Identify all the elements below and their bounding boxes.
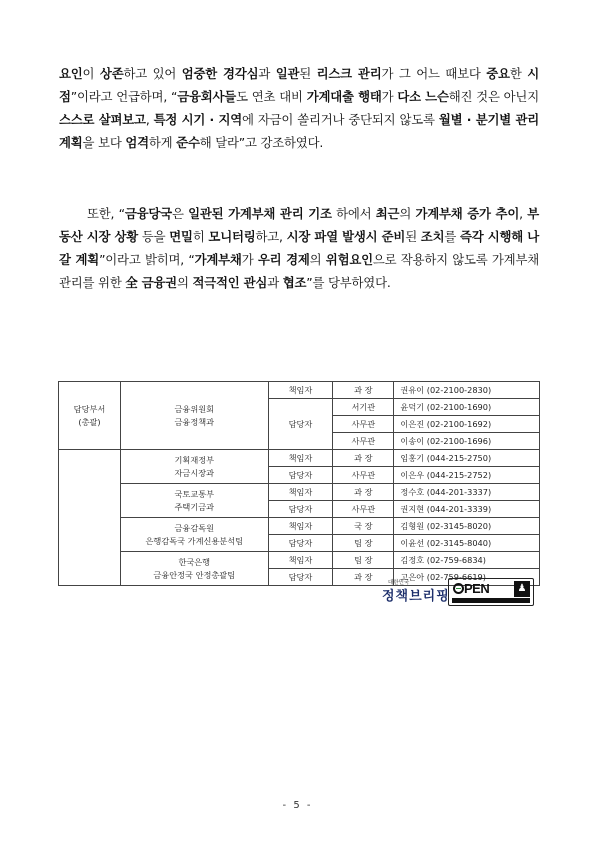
logo-big-text: 정책브리핑 xyxy=(382,589,450,604)
name-phone-cell: 권지현 (044-201-3339) xyxy=(394,501,540,518)
title-cell: 과 장 xyxy=(333,450,394,467)
table-row xyxy=(59,484,540,501)
text: 하고, xyxy=(255,229,287,244)
title-cell: 사무관 xyxy=(333,467,394,484)
org-name: 금융감독원 xyxy=(174,522,215,533)
footer-logos xyxy=(382,578,542,608)
role-cell: 담당자 xyxy=(268,569,333,586)
text-bold: 조치 xyxy=(420,229,445,244)
org-division: 주택기금과 xyxy=(174,501,215,512)
role-cell: 책임자 xyxy=(268,484,333,501)
role-cell: 담당자 xyxy=(268,467,333,484)
text: 된 xyxy=(405,229,421,244)
dept-label-cell xyxy=(59,382,121,450)
name-phone-cell: 김정호 (02-759-6834) xyxy=(394,552,540,569)
org-division: 은행감독국 가계신용분석팀 xyxy=(145,535,244,546)
name-phone-cell: 이송이 (02-2100-1696) xyxy=(394,433,540,450)
text-bold: 시점 xyxy=(59,66,539,104)
text: 히 xyxy=(192,229,209,244)
title-cell: 국 장 xyxy=(333,518,394,535)
text: 또한, “ xyxy=(87,206,125,221)
table-row xyxy=(59,518,540,535)
org-cell xyxy=(120,552,268,586)
text-bold: 최근 xyxy=(375,206,400,221)
logo-small-text: 대한민국 xyxy=(388,580,410,586)
org-name: 금융위원회 xyxy=(174,403,215,414)
org-name: 한국은행 xyxy=(178,556,211,567)
org-name: 기획재정부 xyxy=(174,454,215,465)
text-bold: 全 금융권 xyxy=(125,275,177,290)
org-cell xyxy=(120,450,268,484)
name-phone-cell: 이은우 (044-215-2752) xyxy=(394,467,540,484)
text: 과 xyxy=(267,275,283,290)
role-cell: 책임자 xyxy=(268,382,333,399)
org-name: 국토교통부 xyxy=(174,488,215,499)
text: 등을 xyxy=(138,229,170,244)
text-bold: 즉각 시행해 나갈 계획 xyxy=(59,229,539,267)
table-row xyxy=(59,450,540,467)
role-cell: 담당자 xyxy=(268,535,333,552)
title-cell: 사무관 xyxy=(333,416,394,433)
text-bold: 스스로 살펴보고 xyxy=(59,112,146,127)
text: 한 xyxy=(509,66,528,81)
text: ”를 당부하였다. xyxy=(306,275,391,290)
name-phone-cell: 권유이 (02-2100-2830) xyxy=(394,382,540,399)
text-bold: 일관 xyxy=(275,66,300,81)
org-cell xyxy=(120,382,268,450)
org-division: 금융안정국 안정총괄팀 xyxy=(153,569,236,580)
open-o-icon xyxy=(453,583,464,594)
text-bold: 월별 · 분기별 관리계획 xyxy=(59,112,540,150)
name-phone-cell: 이은진 (02-2100-1692) xyxy=(394,416,540,433)
text-bold: 협조 xyxy=(282,275,307,290)
contact-table xyxy=(58,381,540,586)
text-bold: 면밀 xyxy=(169,229,193,244)
org-cell xyxy=(120,484,268,518)
role-cell: 책임자 xyxy=(268,450,333,467)
open-logo-text xyxy=(453,581,489,596)
dept-label: 담당부서 xyxy=(73,403,106,414)
text: 의 xyxy=(399,206,416,221)
name-phone-cell: 임홍기 (044-215-2750) xyxy=(394,450,540,467)
text-bold: 중요 xyxy=(486,66,510,81)
text: 의 xyxy=(176,275,193,290)
text-bold: 요인 xyxy=(59,66,83,81)
text: 과 xyxy=(258,66,276,81)
open-logo-letters: PEN xyxy=(464,581,490,596)
paragraph-2 xyxy=(59,202,539,294)
text: 의 xyxy=(309,252,326,267)
title-cell: 과 장 xyxy=(333,382,394,399)
name-phone-cell: 윤덕기 (02-2100-1690) xyxy=(394,399,540,416)
text: ”이라고 밝히며, “ xyxy=(99,252,195,267)
name-phone-cell: 김형원 (02-3145-8020) xyxy=(394,518,540,535)
dept-label-sub: (총괄) xyxy=(78,416,101,427)
text-bold: 금융당국 xyxy=(124,206,172,221)
title-cell: 팀 장 xyxy=(333,535,394,552)
title-cell: 서기관 xyxy=(333,399,394,416)
table-row xyxy=(59,382,540,399)
org-division: 금융정책과 xyxy=(174,416,215,427)
text: 하고 있어 xyxy=(123,66,182,81)
text: 은 xyxy=(171,206,189,221)
role-cell: 담당자 xyxy=(268,399,333,450)
text: 해 달라”고 강조하였다. xyxy=(199,135,324,150)
text-bold: 적극적인 관심 xyxy=(192,275,268,290)
text-bold: 시장 파열 발생시 준비 xyxy=(286,229,406,244)
text: , xyxy=(519,206,528,221)
text-bold: 금융회사들 xyxy=(177,89,237,104)
table-row xyxy=(59,552,540,569)
name-phone-cell: 이윤선 (02-3145-8040) xyxy=(394,535,540,552)
text-bold: 상존 xyxy=(99,66,124,81)
text-bold: 우리 경제 xyxy=(257,252,310,267)
license-strip xyxy=(452,598,530,603)
text: 하게 xyxy=(148,135,177,150)
text-bold: 특정 시기 · 지역 xyxy=(153,112,243,127)
text-bold: 일관된 가계부채 관리 기조 xyxy=(188,206,332,221)
text: 해진 것은 아닌지 xyxy=(448,89,539,104)
text: 를 xyxy=(444,229,460,244)
text-bold: 준수 xyxy=(176,135,200,150)
title-cell: 사무관 xyxy=(333,433,394,450)
paragraph-1 xyxy=(59,62,539,154)
page-number: - 5 - xyxy=(282,800,313,811)
text: 에 자금이 쏠리거나 중단되지 않도록 xyxy=(242,112,439,127)
text: 도 연초 대비 xyxy=(236,89,307,104)
open-license-logo xyxy=(448,578,534,606)
role-cell: 담당자 xyxy=(268,501,333,518)
text: ”이라고 언급하며, “ xyxy=(70,89,178,104)
text-bold: 엄격 xyxy=(125,135,149,150)
text: , xyxy=(145,112,154,127)
role-cell: 책임자 xyxy=(268,552,333,569)
title-cell: 팀 장 xyxy=(333,552,394,569)
title-cell: 사무관 xyxy=(333,501,394,518)
text-bold: 가계부채 xyxy=(194,252,242,267)
text: 된 xyxy=(299,66,317,81)
text: 으로 작용하지 않도록 가계부채 관리를 위한 xyxy=(59,252,539,290)
license-person-icon: ♟ xyxy=(514,581,530,597)
title-cell: 과 장 xyxy=(333,484,394,501)
name-phone-cell: 정수호 (044-201-3337) xyxy=(394,484,540,501)
text: 하에서 xyxy=(331,206,376,221)
org-division: 자금시장과 xyxy=(174,467,215,478)
role-cell: 책임자 xyxy=(268,518,333,535)
text: 가 xyxy=(381,89,398,104)
text-bold: 다소 느슨 xyxy=(397,89,449,104)
text-bold: 리스크 관리 xyxy=(316,66,382,81)
text-bold: 가계대출 행태 xyxy=(306,89,382,104)
text-bold: 위험요인 xyxy=(325,252,373,267)
text: 이 xyxy=(82,66,100,81)
text: 가 그 어느 때보다 xyxy=(381,66,487,81)
text: 가 xyxy=(241,252,258,267)
text-bold: 엄중한 경각심 xyxy=(181,66,259,81)
dept-empty-cell xyxy=(59,450,121,586)
policy-briefing-logo xyxy=(382,578,450,608)
text-bold: 모니터링 xyxy=(208,229,256,244)
title-cell: 과 장 xyxy=(333,569,394,586)
text-bold: 부동산 시장 상황 xyxy=(59,206,539,244)
text-bold: 가계부채 증가 추이 xyxy=(415,206,520,221)
text: 을 보다 xyxy=(82,135,126,150)
name-phone-cell: 고은아 (02-759-6619) xyxy=(394,569,540,586)
org-cell xyxy=(120,518,268,552)
